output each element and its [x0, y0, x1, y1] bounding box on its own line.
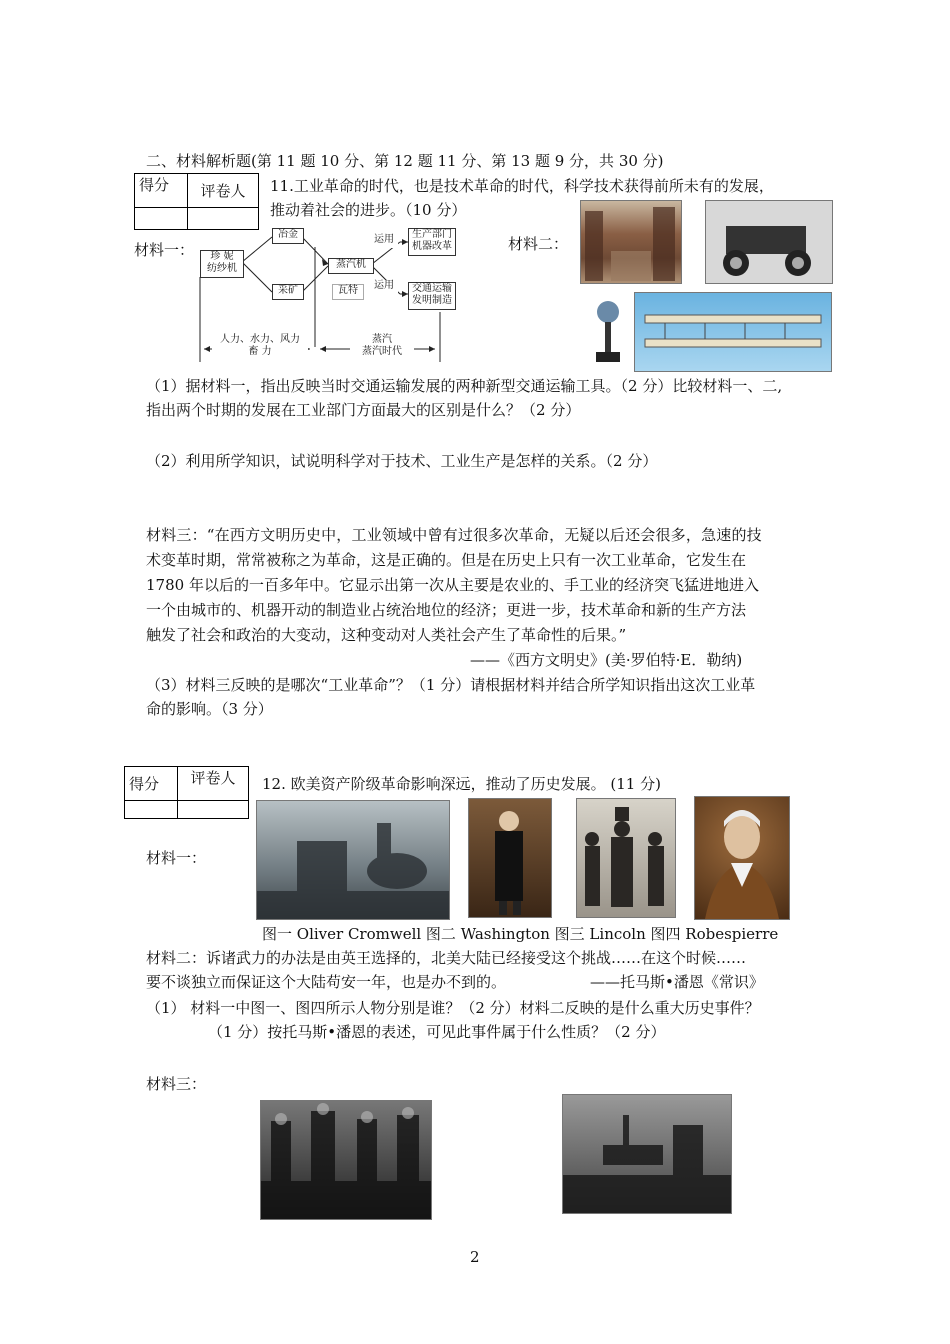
apply-label-2: 运用: [370, 280, 398, 294]
production-box: 生产部门 机器改革: [408, 228, 456, 256]
robespierre-image: [694, 796, 790, 920]
q12-stem: 12. 欧美资产阶级革命影响深远，推动了历史发展。 (11 分): [262, 775, 661, 793]
transport-box: 交通运输 发明制造: [408, 282, 456, 310]
smelting-box: 冶金: [272, 228, 304, 244]
grader-cell[interactable]: [178, 801, 249, 819]
street-photo: [580, 200, 682, 284]
q11-material2-label: 材料二：: [508, 235, 569, 253]
score-label: 得分: [135, 174, 188, 208]
lincoln-image: [576, 798, 676, 918]
q12-q1-line2: （1 分）按托马斯•潘恩的表述，可见此事件属于什么性质？（2 分）: [208, 1023, 666, 1041]
washington-image: [468, 798, 552, 918]
material3-source: ——《西方文明史》(美·罗伯特·E．勒纳): [470, 651, 743, 669]
q12-q1-line1: （1） 材料一中图一、图四所示人物分别是谁？（2 分）材料二反映的是什么重大历史事件？: [146, 999, 760, 1017]
mining-box: 采矿: [272, 284, 304, 300]
q11-q3-line2: 命的影响。（3 分）: [146, 700, 273, 718]
early-car-photo: [705, 200, 833, 284]
q12-material2-line2: 要不谈独立而保证这个大陆苟安一年，也是办不到的。: [146, 973, 507, 991]
material3-line5: 触发了社会和政治的大变动，这种变动对人类社会产生了革命性的后果。”: [146, 626, 627, 644]
score-box-q12: [124, 766, 249, 819]
q11-q3-line1: （3）材料三反映的是哪次“工业革命”？（1 分）请根据材料并结合所学知识指出这次工业革: [146, 676, 756, 694]
section-title: 二、材料解析题(第 11 题 10 分、第 12 题 11 分、第 13 题 9 分，共 30 分): [146, 152, 664, 170]
material3-line3: 1780 年以后的一百多年中。它显示出第一次从主要是农业的、手工业的经济突飞猛进地进入: [146, 576, 759, 594]
material3-line1: 材料三：“在西方文明历史中，工业领域中曾有过很多次革命，无疑以后还会很多，急速的技: [146, 526, 762, 544]
apply-label-1: 运用: [370, 234, 398, 248]
steam-era-label: 蒸汽 蒸汽时代: [350, 334, 414, 360]
watt-box: 瓦特: [332, 284, 364, 300]
score-cell[interactable]: [135, 208, 188, 230]
portrait-caption: 图一 Oliver Cromwell 图二 Washington 图三 Lincoln 图四 Robespierre: [262, 925, 779, 943]
q11-q2: （2）利用所学知识，试说明科学对于技术、工业生产是怎样的关系。（2 分）: [146, 452, 658, 470]
q11-stem-line1: 11.工业革命的时代，也是技术革命的时代，科学技术获得前所未有的发展，: [270, 177, 774, 195]
flow-diagram: [190, 222, 480, 372]
cromwell-image: [256, 800, 450, 920]
jenny-box: 珍 妮 纺纱机: [200, 250, 244, 278]
q11-stem-line2: 推动着社会的进步。（10 分）: [270, 201, 467, 219]
grader-label: 评卷人: [178, 767, 249, 801]
q12-material2-source: ——托马斯•潘恩《常识》: [590, 973, 764, 991]
q12-material2-line1: 材料二：诉诸武力的办法是由英王选择的，北美大陆已经接受这个挑战……在这个时候……: [146, 949, 747, 967]
score-label: 得分: [125, 767, 178, 801]
q11-q1-line2: 指出两个时期的发展在工业部门方面最大的区别是什么？（2 分）: [146, 401, 581, 419]
q12-material3-label: 材料三：: [146, 1075, 207, 1093]
historical-photo-2: [562, 1094, 732, 1214]
page-number: 2: [470, 1248, 480, 1266]
material3-line2: 术变革时期，常常被称之为革命，这是正确的。但是在历史上只有一次工业革命，它发生在: [146, 551, 747, 569]
material3-line4: 一个由城市的、机器开动的制造业占统治地位的经济；更进一步，技术革命和新的生产方法: [146, 601, 747, 619]
steam-engine-box: 蒸汽机: [328, 258, 374, 274]
airplane-photo: [634, 292, 832, 372]
q11-material1-label: 材料一：: [134, 241, 195, 259]
grader-label: 评卷人: [188, 174, 259, 208]
historical-photo-1: [260, 1100, 432, 1220]
old-power-label: 人力、水力、风力 畜 力: [212, 334, 308, 360]
score-cell[interactable]: [125, 801, 178, 819]
q12-material1-label: 材料一：: [146, 849, 207, 867]
light-bulb-photo: [590, 298, 626, 366]
q11-q1-line1: （1）据材料一，指出反映当时交通运输发展的两种新型交通运输工具。（2 分）比较材料一、二,: [146, 377, 783, 395]
